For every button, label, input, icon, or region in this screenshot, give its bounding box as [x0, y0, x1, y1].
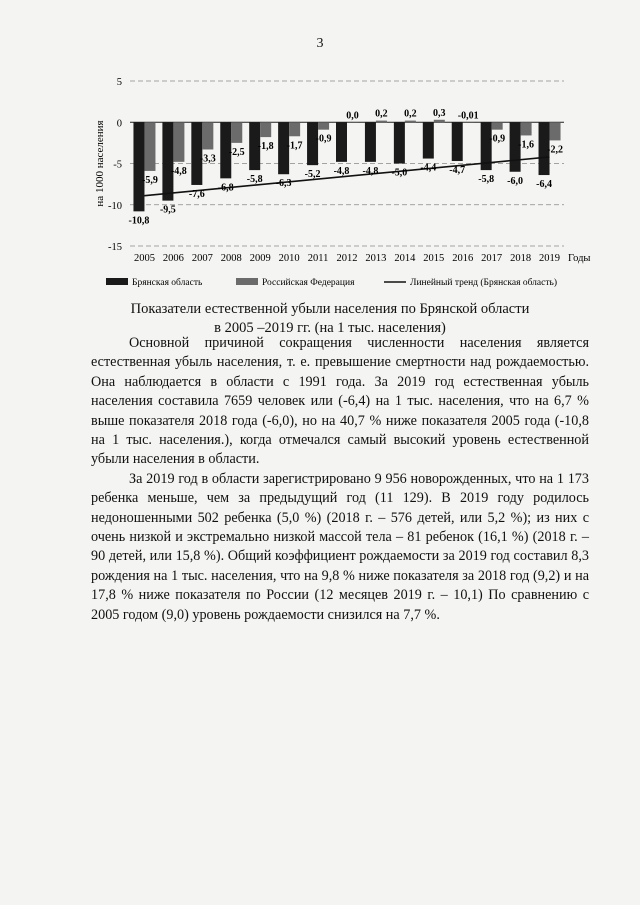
data-label-bryansk: -9,5	[159, 204, 176, 216]
x-tick-label: 2008	[220, 253, 242, 264]
bar-russia	[492, 122, 503, 129]
data-label-russia: -1,8	[257, 141, 274, 153]
y-tick-label: -5	[113, 159, 122, 171]
legend-bryansk-swatch	[106, 278, 128, 285]
data-label-russia: 0,2	[375, 108, 388, 120]
bar-bryansk	[423, 122, 434, 158]
x-tick-label: 2014	[394, 253, 416, 264]
bar-bryansk	[365, 122, 376, 162]
y-tick-label: 0	[116, 118, 122, 130]
legend-russia-swatch	[236, 278, 258, 285]
data-label-bryansk: -6,0	[507, 175, 524, 187]
data-label-russia: -3,3	[199, 153, 216, 165]
legend-bryansk-label: Брянская область	[132, 278, 203, 288]
body-text	[91, 334, 589, 625]
data-label-russia: -0,01	[457, 110, 479, 122]
data-label-russia: -4,8	[170, 165, 187, 177]
data-label-russia: -0,9	[315, 133, 332, 145]
bar-russia	[521, 122, 532, 135]
caption-line-1: Показатели естественной убыли населения по Брянской области	[130, 301, 530, 317]
x-tick-label: 2006	[162, 253, 184, 264]
x-tick-label: 2018	[510, 253, 532, 264]
y-tick-label: -15	[108, 242, 122, 253]
y-tick-label: -10	[108, 200, 122, 212]
natural-decrease-chart	[86, 70, 606, 295]
bar-russia	[376, 121, 387, 123]
bar-russia	[463, 122, 474, 123]
data-label-russia: 0,2	[404, 108, 417, 120]
bar-russia	[318, 122, 329, 129]
data-label-bryansk: -5,0	[391, 167, 408, 179]
bar-russia	[434, 120, 445, 122]
data-label-bryansk: -5,8	[246, 174, 263, 186]
data-label-russia: -5,9	[142, 174, 158, 186]
bar-bryansk	[162, 122, 173, 200]
data-label-bryansk: -6,8	[217, 182, 234, 194]
data-label-bryansk: -4,4	[420, 162, 437, 174]
data-label-bryansk: -6,4	[536, 179, 552, 191]
bar-bryansk	[133, 122, 144, 211]
x-tick-label: 2007	[191, 253, 213, 264]
x-tick-label: 2005	[133, 253, 155, 264]
legend-russia-label: Российская Федерация	[262, 278, 355, 288]
paragraph-1: Основной причиной сокращения численности населения является естественная убыль населения, т. е. превышение смертности над рождаемостью. Она наблюдается в области с 1991 года. За 2019 год естественная убыль населения составила 7659 человек или (-6,4) на 1 тыс. населения, что на 6,7 % выше показателя 2018 года (-6,0), но на 40,7 % ниже показателя 2005 года (-10,8 на 1 тыс. населения.), когда отмечался самый высокий уровень естественной убыли населения в области.	[91, 335, 589, 468]
x-tick-label: 2012	[336, 253, 358, 264]
x-tick-label: 2011	[307, 253, 329, 264]
data-label-russia: -2,2	[547, 144, 563, 156]
bar-russia	[405, 121, 416, 123]
x-tick-label: 2015	[423, 253, 445, 264]
figure-caption	[80, 300, 580, 338]
data-label-bryansk: -6,3	[275, 178, 292, 190]
bar-bryansk	[452, 122, 463, 161]
data-label-bryansk: -7,6	[188, 188, 205, 200]
data-label-bryansk: -5,8	[478, 174, 495, 186]
data-label-russia: -1,6	[518, 139, 535, 151]
bar-russia	[550, 122, 561, 140]
x-tick-label: 2019	[539, 253, 561, 264]
data-label-russia: 0,3	[433, 107, 446, 119]
data-label-russia: -0,9	[489, 133, 506, 145]
y-axis-label: на 1000 населения	[94, 120, 106, 207]
x-tick-label: 2010	[278, 253, 300, 264]
legend-trend-label: Линейный тренд (Брянская область)	[410, 278, 558, 288]
x-tick-label: 2013	[365, 253, 387, 264]
data-label-russia: 0,0	[346, 110, 359, 122]
bar-bryansk	[394, 122, 405, 163]
data-label-bryansk: -4,7	[449, 165, 466, 177]
data-label-bryansk: -4,8	[333, 165, 350, 177]
bar-russia	[347, 122, 358, 123]
paragraph-2: За 2019 год в области зарегистрировано 9 956 новорожденных, что на 1 173 ребенка меньше, чем за предыдущий год (11 129). В 2019 году родилось недоношенными 502 ребенка (5,0 %) (2018 г. – 576 детей, или 5,2 %); из них с очень низкой и экстремально низкой массой тела – 81 ребенок (16,1 %) (2018 г. – 90 детей, или 15,8 %). Общий коэффициент рождаемости за 2019 год составил 8,3 рождения на 1 тыс. населения, что на 9,8 % ниже показателя за 2018 год (9,2) и на 17,8 % ниже показателя по России (12 месяцев 2019 г. – 10,1) По сравнению с 2005 годом (9,0) уровень рождаемости снизился на 7,7 %.	[91, 470, 589, 623]
bar-russia	[231, 122, 242, 143]
bar-russia	[202, 122, 213, 149]
y-tick-label: 5	[116, 77, 122, 88]
data-label-russia: -1,7	[286, 140, 303, 152]
bar-bryansk	[336, 122, 347, 162]
x-tick-label: 2016	[452, 253, 474, 264]
page-number: 3	[316, 36, 324, 51]
data-label-bryansk: -4,8	[362, 165, 379, 177]
data-label-bryansk: -5,2	[304, 169, 321, 181]
data-label-russia: -2,5	[228, 146, 245, 158]
x-tick-label: 2009	[249, 253, 271, 264]
caption-line-2: в 2005 –2019 гг. (на 1 тыс. населения)	[214, 320, 446, 336]
bar-russia	[144, 122, 155, 171]
bar-russia	[289, 122, 300, 136]
x-tick-label: 2017	[481, 253, 503, 264]
x-axis-suffix: Годы	[568, 253, 591, 264]
bar-russia	[260, 122, 271, 137]
data-label-bryansk: -10,8	[128, 215, 150, 227]
bar-russia	[173, 122, 184, 162]
